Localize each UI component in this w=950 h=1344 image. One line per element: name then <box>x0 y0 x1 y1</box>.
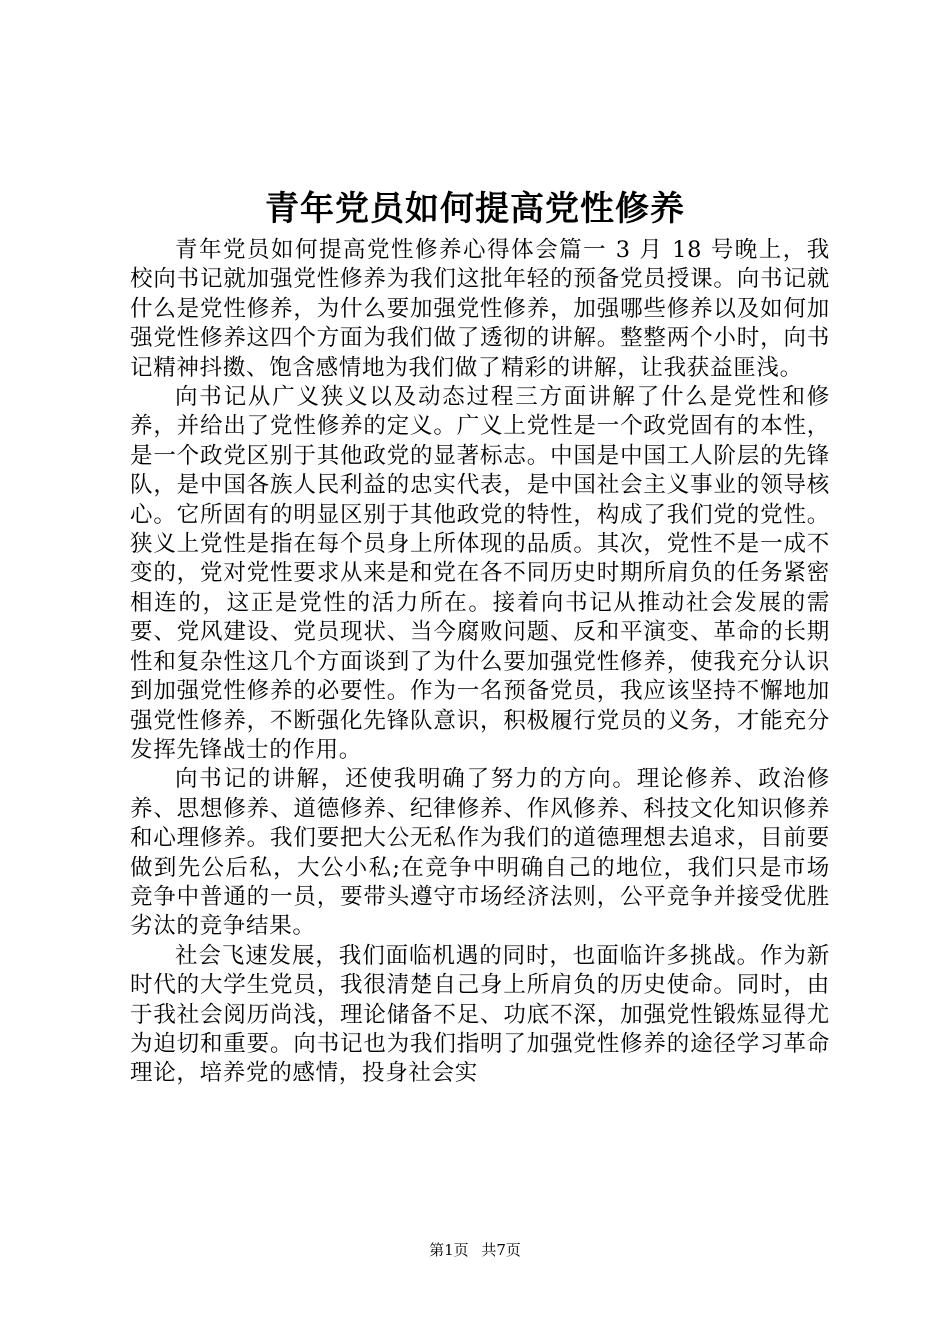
document-body <box>130 236 830 1089</box>
document-title: 青年党员如何提高党性修养 <box>265 189 685 229</box>
paragraph: 向书记的讲解，还使我明确了努力的方向。理论修养、政治修养、思想修养、道德修养、纪律修养、作风修养、科技文化知识修养和心理修养。我们要把大公无私作为我们的道德理想去追求，目前要做到先公后私，大公小私;在竞争中明确自己的地位，我们只是市场竞争中普通的一员，要带头遵守市场经济法则，公平竞争并接受优胜劣汰的竞争结果。 <box>130 766 830 940</box>
page-number: 第1页 <box>429 1241 469 1259</box>
paragraph: 社会飞速发展，我们面临机遇的同时，也面临许多挑战。作为新时代的大学生党员，我很清楚自己身上所肩负的历史使命。同时，由于我社会阅历尚浅，理论储备不足、功底不深，加强党性锻炼显得尤为迫切和重要。向书记也为我们指明了加强党性修养的途径学习革命理论，培养党的感情，投身社会实 <box>130 942 830 1087</box>
page-footer <box>0 1240 950 1260</box>
paragraph: 向书记从广义狭义以及动态过程三方面讲解了什么是党性和修养，并给出了党性修养的定义。广义上党性是一个政党固有的本性，是一个政党区别于其他政党的显著标志。中国是中国工人阶层的先锋队，是中国各族人民利益的忠实代表，是中国社会主义事业的领导核心。它所固有的明显区别于其他政党的特性，构成了我们党的党性。狭义上党性是指在每个员身上所体现的品质。其次，党性不是一成不变的，党对党性要求从来是和党在各不同历史时期所肩负的任务紧密相连的，这正是党性的活力所在。接着向书记从推动社会发展的需要、党风建设、党员现状、当今腐败问题、反和平演变、革命的长期性和复杂性这几个方面谈到了为什么要加强党性修养，使我充分认识到加强党性修养的必要性。作为一名预备党员，我应该坚持不懈地加强党性修养，不断强化先锋队意识，积极履行党员的义务，才能充分发挥先锋战士的作用。 <box>130 384 830 763</box>
paragraph: 青年党员如何提高党性修养心得体会篇一 3 月 18 号晚上，我校向书记就加强党性修养为我们这批年轻的预备党员授课。向书记就什么是党性修养，为什么要加强党性修养，加强哪些修养以及如何加强党性修养这四个方面为我们做了透彻的讲解。整整两个小时，向书记精神抖擞、饱含感情地为我们做了精彩的讲解，让我获益匪浅。 <box>130 237 830 381</box>
page-total: 共7页 <box>481 1241 521 1259</box>
